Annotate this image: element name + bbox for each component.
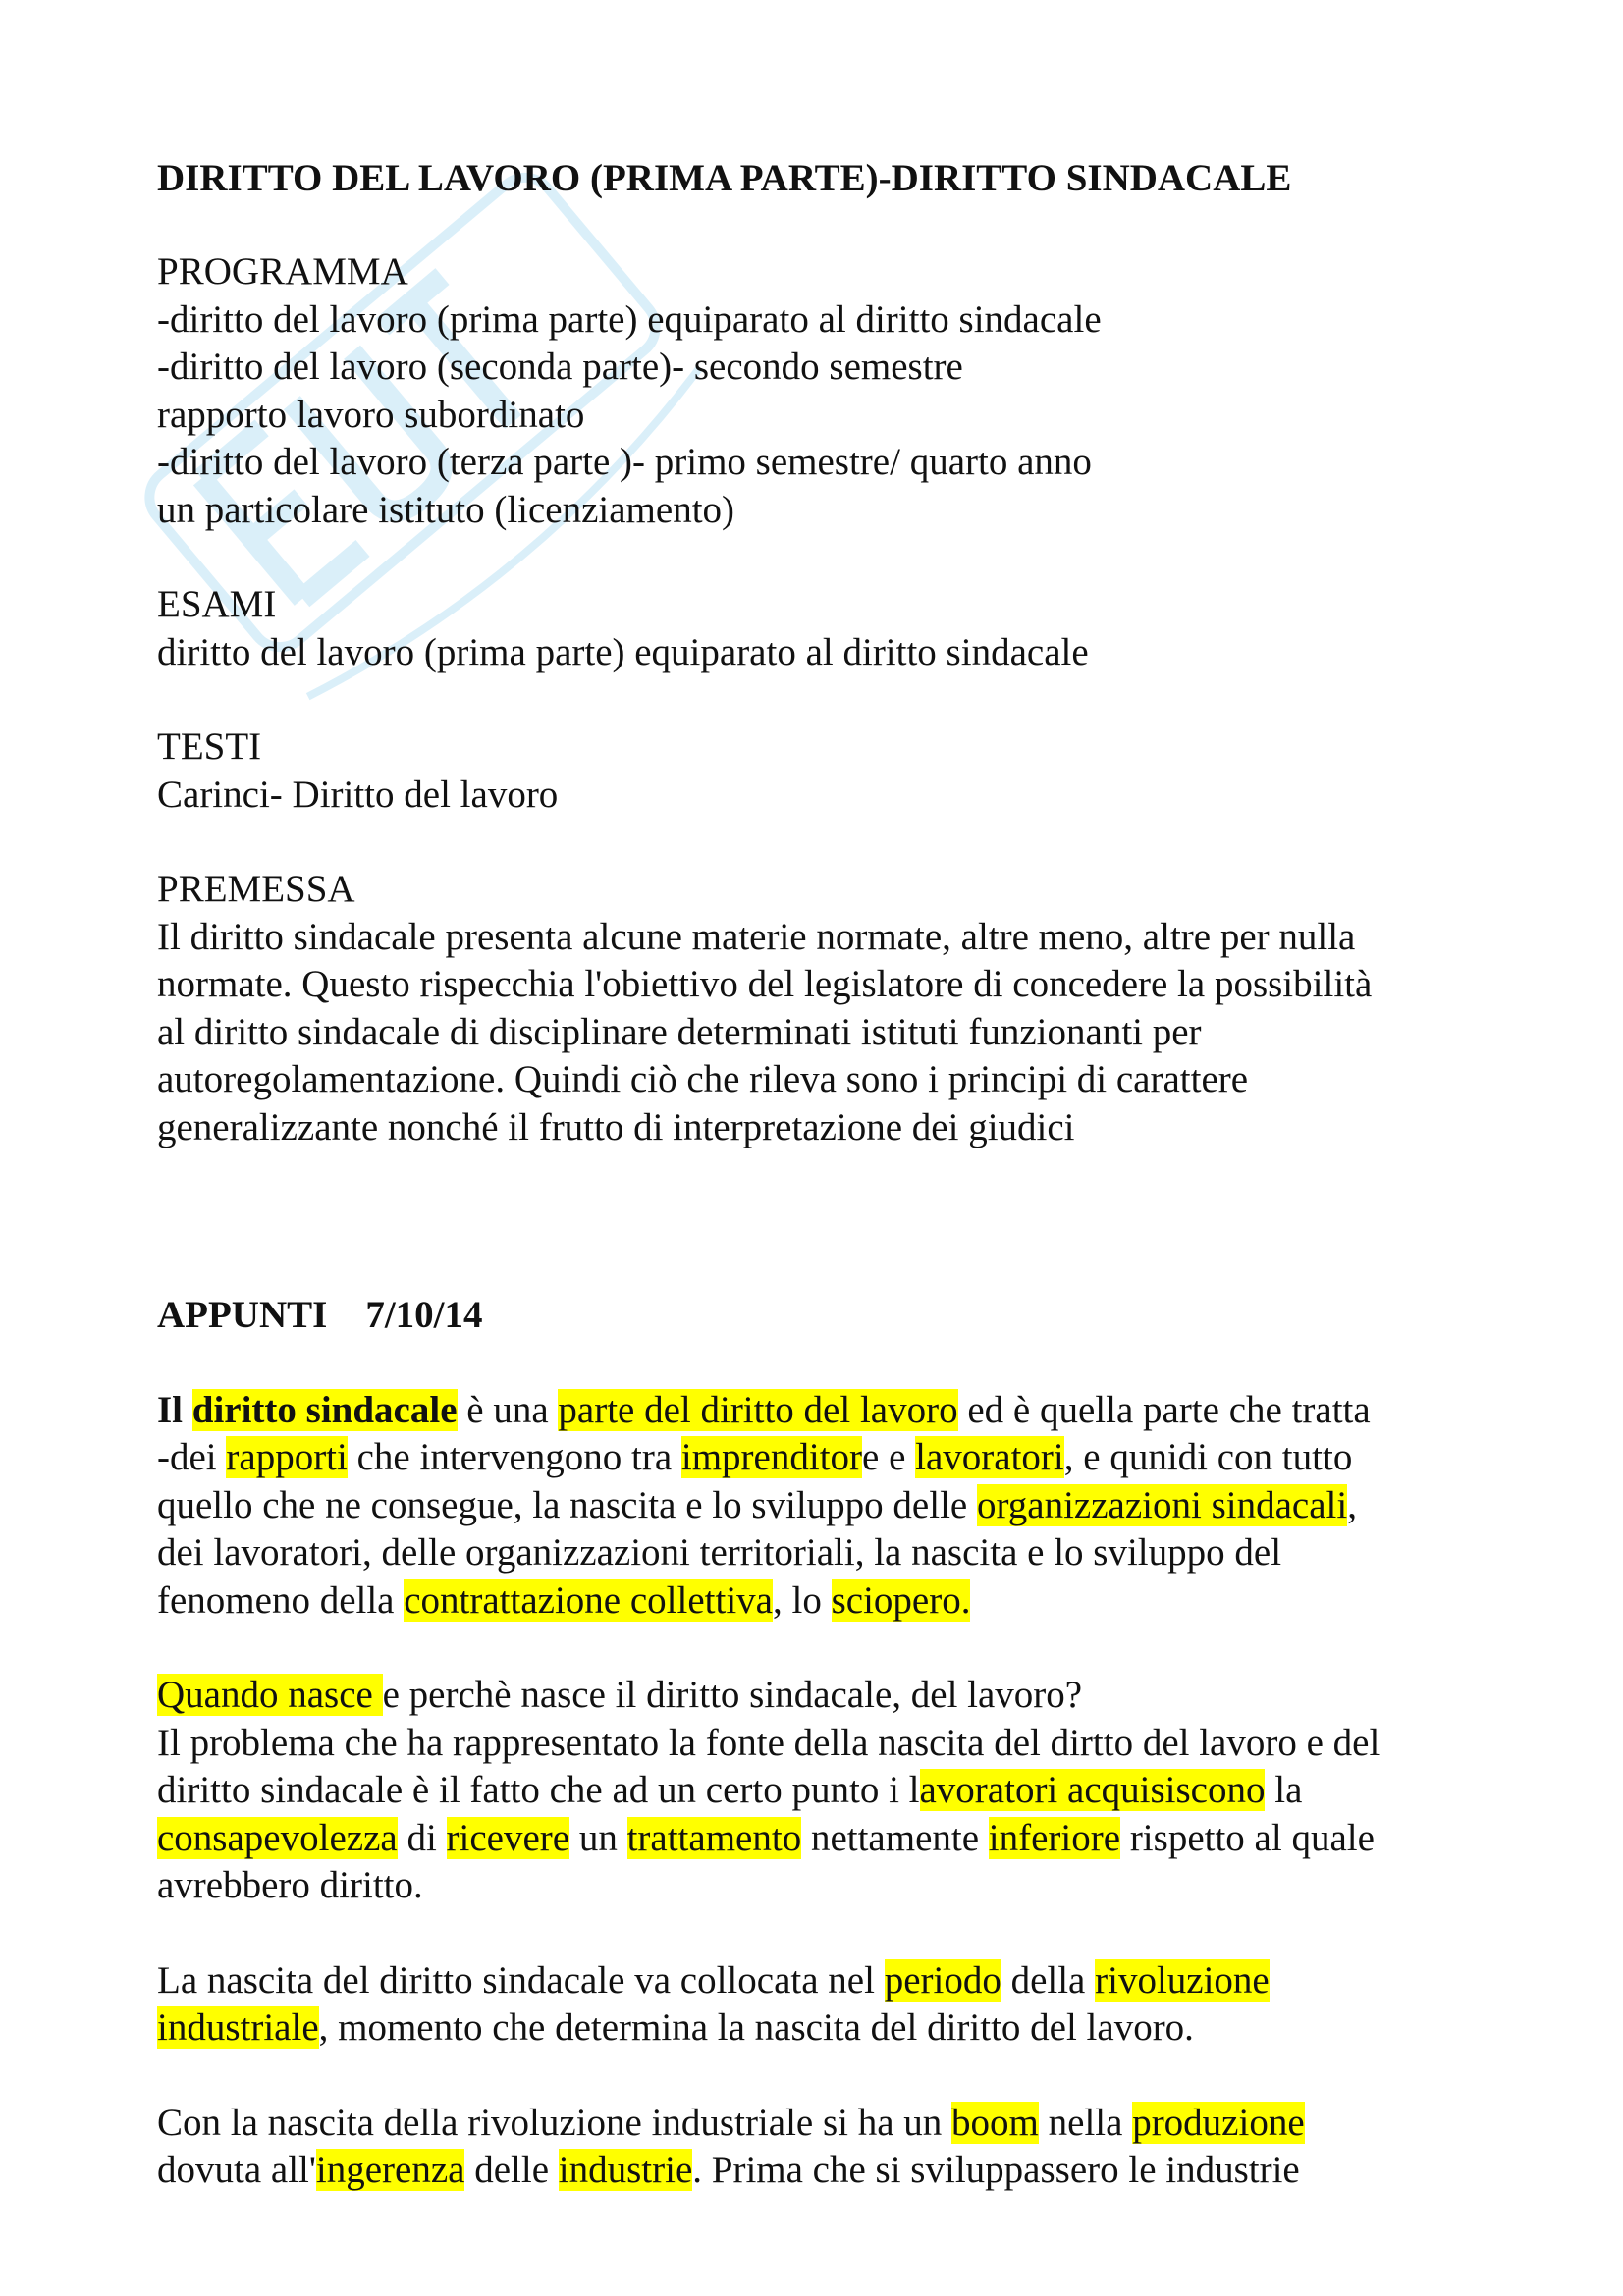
highlighted-term: trattamento [626,1816,802,1859]
text-run: , e qunidi con tutto [1063,1436,1353,1478]
highlighted-term: diritto sindacale [191,1388,458,1431]
text-line: -diritto del lavoro (seconda parte)- secondo semestre [157,346,963,388]
text-run: diritto sindacale è il fatto che ad un certo punto i l [157,1769,920,1811]
text-run: un [569,1816,627,1859]
text-run: Con la nascita della rivoluzione industriale si ha un [157,2101,952,2144]
text-run: nella [1038,2101,1133,2144]
text-run: Il [157,1388,192,1431]
section-heading: PROGRAMMA [157,250,408,293]
text-line: generalizzante nonché il frutto di interpretazione dei giudici [157,1105,1075,1148]
text-line: al diritto sindacale di disciplinare determinati istituti funzionanti per [157,1010,1202,1053]
paragraph-nascita [157,1672,1492,1910]
highlighted-term: Quando nasce [157,1674,383,1716]
paragraph-boom [157,2100,1492,2195]
text-line: normate. Questo rispecchia l'obiettivo del legislatore di concedere la possibilità [157,963,1373,1005]
highlighted-term: ricevere [446,1816,570,1859]
section-programma [157,248,1492,534]
highlighted-term: industrie [558,2149,693,2191]
highlighted-term: parte del diritto del lavoro [558,1388,958,1431]
text-line: Il problema che ha rappresentato la fonte della nascita del dirtto del lavoro e del [157,1721,1380,1764]
text-line [157,1387,1492,1435]
highlighted-term: contrattazione collettiva [404,1578,773,1622]
highlighted-term: produzione [1132,2101,1305,2144]
text-run: la [1265,1769,1303,1811]
text-run: rispetto al quale [1120,1816,1375,1859]
text-line: dei lavoratori, delle organizzazioni territoriali, la nascita e lo sviluppo del [157,1531,1282,1574]
text-line: -diritto del lavoro (terza parte )- primo semestre/ quarto anno [157,441,1092,483]
highlighted-term: sciopero. [831,1578,971,1622]
section-premessa [157,866,1492,1151]
text-run: -dei [157,1436,227,1478]
highlighted-term: periodo [884,1958,1001,2002]
text-line [157,1957,1492,2005]
appunti-label: APPUNTI [157,1294,328,1336]
section-heading: TESTI [157,725,262,768]
text-run: di [397,1816,447,1859]
text-run: La nascita del diritto sindacale va collocata nel [157,1958,885,2002]
text-line [157,1577,1492,1626]
text-line [157,1482,1492,1530]
text-line [157,1815,1492,1863]
text-run: . Prima che si sviluppassero le industrie [692,2149,1300,2191]
text-line [157,1672,1492,1720]
highlighted-term: industriale [157,2006,319,2049]
highlighted-term: lavoratori [915,1436,1064,1478]
text-line: Il diritto sindacale presenta alcune materie normate, altre meno, altre per nulla [157,915,1356,958]
text-run: e perchè nasce il diritto sindacale, del lavoro? [382,1674,1083,1716]
text-run: è una [457,1388,559,1431]
highlighted-term: avoratori acquisiscono [919,1769,1266,1811]
highlighted-term: rapporti [226,1436,348,1478]
highlighted-term: inferiore [988,1816,1121,1859]
document-title: DIRITTO DEL LAVORO (PRIMA PARTE)-DIRITTO SINDACALE [157,157,1292,199]
text-line [157,1434,1492,1482]
highlighted-term: rivoluzione [1095,1958,1270,2002]
text-run: quello che ne consegue, la nascita e lo sviluppo delle [157,1483,977,1526]
section-heading: ESAMI [157,583,277,625]
text-run: della [1001,1958,1096,2002]
text-run: , lo [772,1578,832,1622]
text-line: diritto del lavoro (prima parte) equiparato al diritto sindacale [157,630,1089,673]
text-line: Carinci- Diritto del lavoro [157,773,559,816]
text-line: un particolare istituto (licenziamento) [157,488,735,531]
paragraph-definizione [157,1387,1492,1626]
section-testi [157,723,1492,819]
section-heading: PREMESSA [157,868,355,910]
paragraph-rivoluzione [157,1957,1492,2053]
highlighted-term: organizzazioni sindacali [976,1483,1348,1526]
text-run: delle [464,2149,559,2191]
text-line: rapporto lavoro subordinato [157,393,585,436]
text-run: che intervengono tra [347,1436,681,1478]
text-line: -diritto del lavoro (prima parte) equiparato al diritto sindacale [157,297,1102,341]
highlighted-term: consapevolezza [157,1816,398,1859]
section-esami [157,581,1492,676]
text-run: ed è quella parte che tratta [957,1388,1371,1431]
highlighted-term: ingerenza [315,2149,465,2191]
text-line: autoregolamentazione. Quindi ciò che rileva sono i principi di carattere [157,1058,1249,1100]
text-run: , momento che determina la nascita del diritto del lavoro. [318,2006,1194,2049]
text-run: nettamente [801,1816,989,1859]
text-run: fenomeno della [157,1578,405,1622]
text-line [157,1767,1492,1815]
text-run: dovuta all' [157,2149,316,2191]
highlighted-term: imprenditor [680,1436,863,1478]
text-line [157,2147,1492,2195]
text-line: avrebbero diritto. [157,1864,423,1906]
text-line [157,2004,1492,2053]
document-page [157,155,1492,2242]
highlighted-term: boom [951,2101,1039,2144]
text-run: , [1347,1483,1357,1526]
text-line [157,2100,1492,2148]
appunti-heading [157,1292,1492,1340]
appunti-date: 7/10/14 [365,1294,483,1336]
text-run: e e [862,1436,916,1478]
